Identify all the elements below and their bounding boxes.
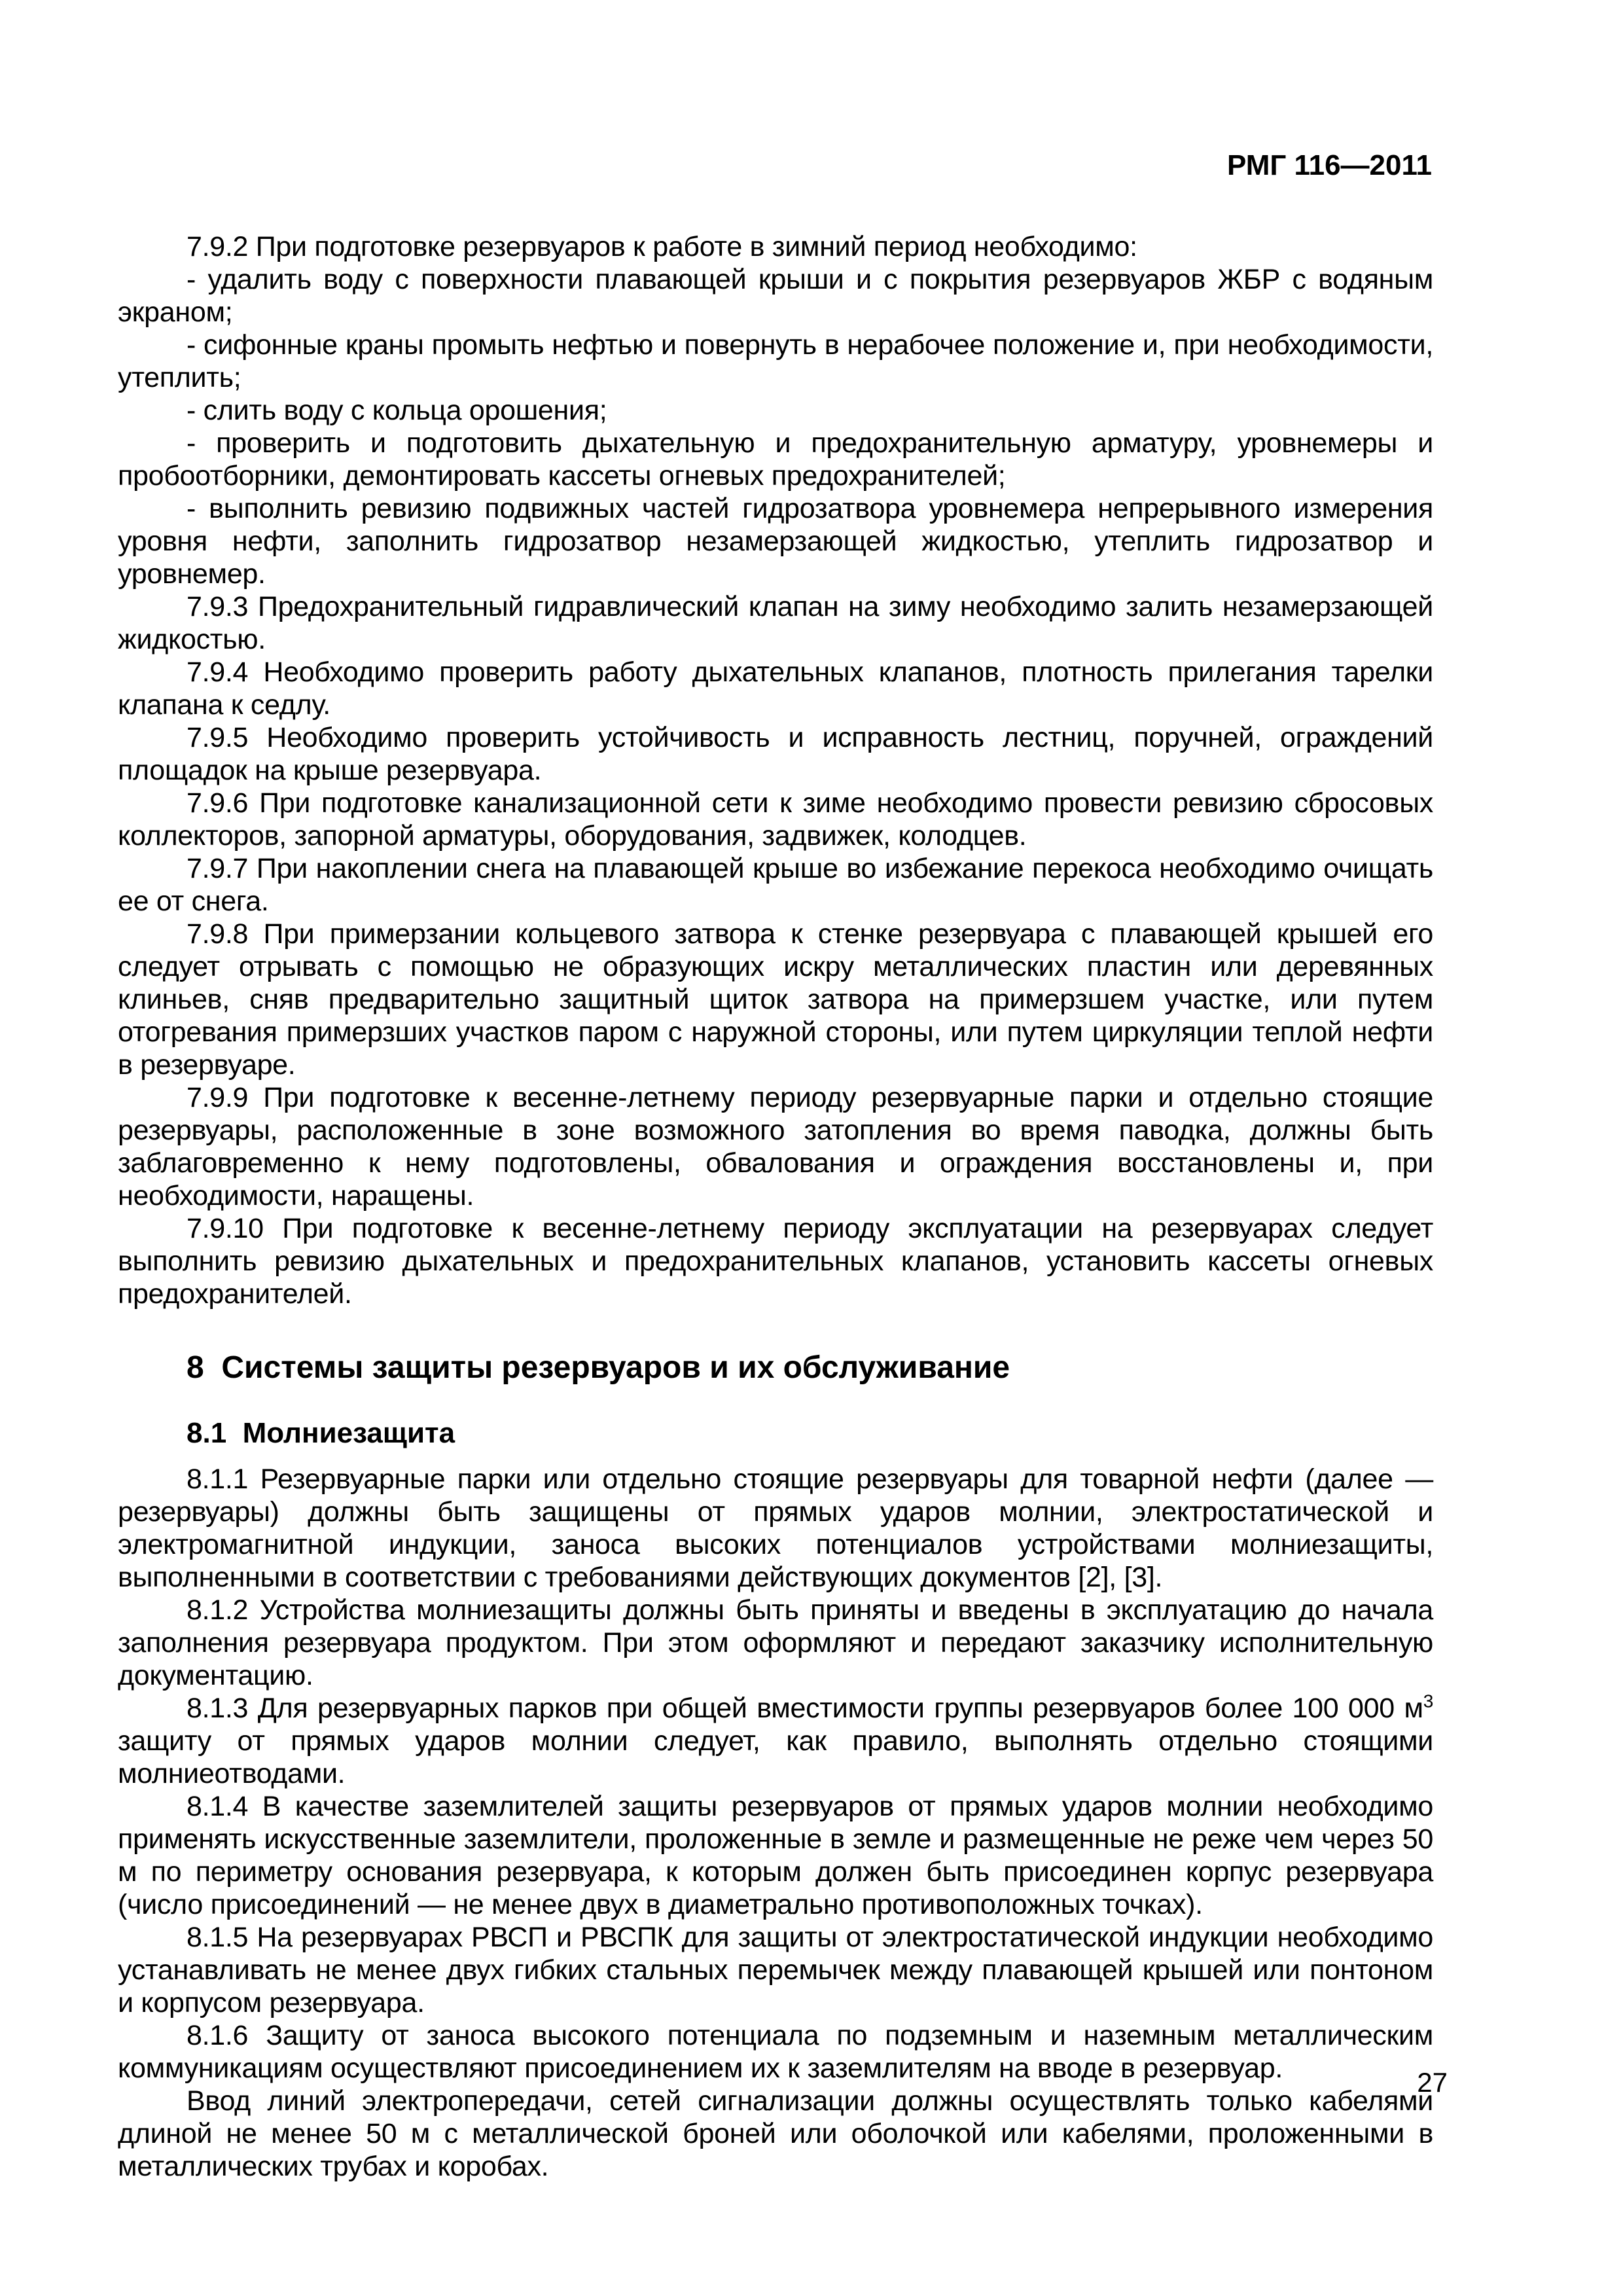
paragraph-8-1-1: 8.1.1 Резервуарные парки или отдельно стоящие резервуары для товарной нефти (далее — резервуары) должны быть защищены от прямых ударов молнии, электростатической и электромагнитной индукции, заноса высоких потенциалов устройствами молниезащиты, выполненными в соответствии с требованиями действующих документов [2], [3]. — [118, 1463, 1433, 1593]
paragraph-8-1-5: 8.1.5 На резервуарах РВСП и РВСПК для защиты от электростатической индукции необходимо устанавливать не менее двух гибких стальных перемычек между плавающей крышей или понтоном и корпусом резервуара. — [118, 1922, 1433, 2018]
list-item-remove-water: - удалить воду с поверхности плавающей крыши и с покрытия резервуаров ЖБР с водяным экраном; — [118, 264, 1433, 328]
paragraph-7-9-3: 7.9.3 Предохранительный гидравлический клапан на зиму необходимо залить незамерзающей жидкостью. — [118, 591, 1433, 655]
subsection-8-1-heading: 8.1 Молниезащита — [187, 1417, 455, 1449]
paragraph-8-1-3-text-cont: защиту от прямых ударов молнии следует, как правило, выполнять отдельно стоящими молниеотводами. — [118, 1725, 1433, 1789]
list-item-siphon-taps: - сифонные краны промыть нефтью и повернуть в нерабочее положение и, при необходимости, утеплить; — [118, 329, 1433, 393]
section-8-heading: 8 Системы защиты резервуаров и их обслуживание — [187, 1350, 1010, 1385]
page-content — [118, 230, 1433, 2183]
paragraph-7-9-2: 7.9.2 При подготовке резервуаров к работе в зимний период необходимо: — [187, 231, 1137, 262]
list-item-revision-hydroseal: - выполнить ревизию подвижных частей гидрозатвора уровнемера непрерывного измерения уровня нефти, заполнить гидрозатвор незамерзающей жидкостью, утеплить гидрозатвор и уровнемер. — [118, 493, 1433, 590]
paragraph-power-lines: Ввод линий электропередачи, сетей сигнализации должны осуществлять только кабелями длиной не менее 50 м с металлической броней или оболочкой или кабелями, проложенными в металлических трубах и коробах. — [118, 2085, 1433, 2182]
list-item-drain-water: - слить воду с кольца орошения; — [187, 395, 607, 426]
paragraph-7-9-9: 7.9.9 При подготовке к весенне-летнему периоду резервуарные парки и отдельно стоящие резервуары, расположенные в зоне возможного затопления во время паводка, должны быть заблаговременно к нему подготовлены, обвалования и ограждения восстановлены и, при необходимости, наращены. — [118, 1082, 1433, 1211]
paragraph-8-1-3-text: 8.1.3 Для резервуарных парков при общей вместимости группы резервуаров более 100 000 м — [187, 1693, 1423, 1724]
paragraph-8-1-3 — [118, 1692, 1433, 1790]
paragraph-8-1-2: 8.1.2 Устройства молниезащиты должны быть приняты и введены в эксплуатацию до начала заполнения резервуара продуктом. При этом оформляют и передают заказчику исполнительную документацию. — [118, 1594, 1433, 1691]
paragraph-7-9-8: 7.9.8 При примерзании кольцевого затвора к стенке резервуара с плавающей крышей его следует отрывать с помощью не образующих искру металлических пластин или деревянных клиньев, сняв предварительно защитный щиток затвора на примерзшем участке, или путем отогревания примерзших участков паром с наружной стороны, или путем циркуляции теплой нефти в резервуаре. — [118, 918, 1433, 1081]
page-number: 27 — [1417, 2067, 1448, 2098]
paragraph-7-9-4: 7.9.4 Необходимо проверить работу дыхательных клапанов, плотность прилегания тарелки клапана к седлу. — [118, 656, 1433, 721]
paragraph-8-1-6: 8.1.6 Защиту от заноса высокого потенциала по подземным и наземным металлическим коммуникациям осуществляют присоединением их к заземлителям на вводе в резервуар. — [118, 2020, 1433, 2084]
paragraph-7-9-5: 7.9.5 Необходимо проверить устойчивость и исправность лестниц, поручней, ограждений площадок на крыше резервуара. — [118, 722, 1433, 786]
paragraph-8-1-4: 8.1.4 В качестве заземлителей защиты резервуаров от прямых ударов молнии необходимо применять искусственные заземлители, проложенные в земле и размещенные не реже чем через 50 м по периметру основания резервуара, к которым должен быть присоединен корпус резервуара (число присоединений — не менее двух в диаметрально противоположных точках). — [118, 1791, 1433, 1920]
cubic-meter-superscript: 3 — [1423, 1691, 1433, 1712]
list-item-check-valves: - проверить и подготовить дыхательную и предохранительную арматуру, уровнемеры и пробоотборники, демонтировать кассеты огневых предохранителей; — [118, 427, 1433, 492]
paragraph-7-9-6: 7.9.6 При подготовке канализационной сети к зиме необходимо провести ревизию сбросовых коллекторов, запорной арматуры, оборудования, задвижек, колодцев. — [118, 787, 1433, 852]
paragraph-7-9-10: 7.9.10 При подготовке к весенне-летнему периоду эксплуатации на резервуарах следует выполнить ревизию дыхательных и предохранительных клапанов, установить кассеты огневых предохранителей. — [118, 1213, 1433, 1310]
paragraph-7-9-7: 7.9.7 При накоплении снега на плавающей крыше во избежание перекоса необходимо очищать ее от снега. — [118, 853, 1433, 917]
document-code-header: РМГ 116—2011 — [1226, 149, 1432, 181]
